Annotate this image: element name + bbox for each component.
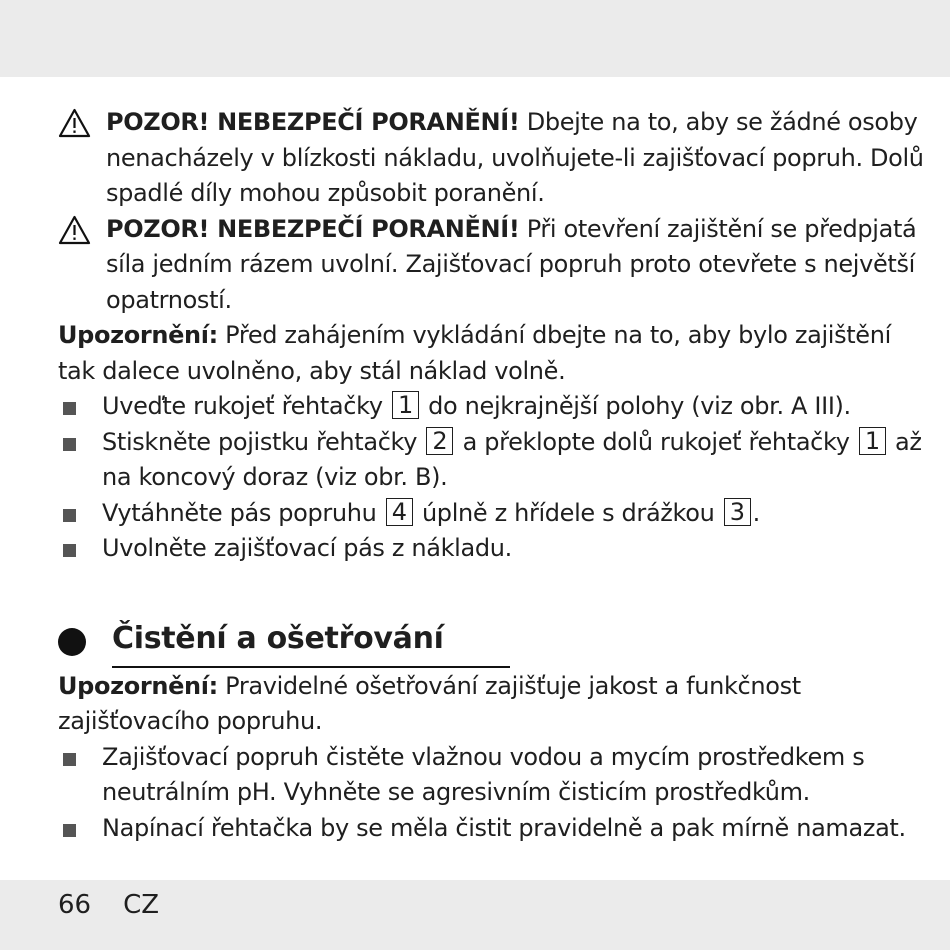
step-2: Stiskněte pojistku řehtačky 2 a překlopte dolů rukojeť řehtačky 1 až na koncový doraz (viz obr. B). [58, 425, 928, 496]
note-1 [58, 318, 928, 389]
page-content [58, 105, 928, 846]
step-4: Uvolněte zajišťovací pás z nákladu. [58, 531, 928, 567]
section-title: Čistění a ošetřování [112, 620, 444, 656]
note-2 [58, 669, 928, 740]
step-1: Uveďte rukojeť řehtačky 1 do nejkrajnější polohy (viz obr. A III). [58, 389, 928, 425]
note-1-text: Před zahájením vykládání dbejte na to, aby bylo zajištění tak dalece uvolněno, aby stál náklad volně. [58, 321, 891, 385]
section-title-underline [112, 666, 510, 668]
bullet-square-icon [63, 438, 76, 451]
warning-1 [58, 105, 928, 212]
step-3: Vytáhněte pás popruhu 4 úplně z hřídele s drážkou 3 . [58, 496, 928, 532]
bullet-square-icon [63, 509, 76, 522]
warning-1-text: Dbejte na to, aby se žádné osoby nenacházely v blízkosti nákladu, uvolňujete-li zajišťovací popruh. Dolů spadlé díly mohou způsobit poranění. [106, 108, 924, 207]
language-code: CZ [123, 890, 160, 920]
warning-2 [58, 212, 928, 319]
part-number-box: 3 [724, 498, 751, 526]
warning-1-heading: POZOR! NEBEZPEČÍ PORANĚNÍ! [106, 108, 520, 136]
bullet-square-icon [63, 753, 76, 766]
top-band [0, 0, 950, 77]
part-number-box: 4 [386, 498, 413, 526]
note-2-label: Upozornění: [58, 671, 218, 700]
care-item-2: Napínací řehtačka by se měla čistit pravidelně a pak mírně namazat. [58, 811, 928, 847]
care-item-1: Zajišťovací popruh čistěte vlažnou vodou a mycím prostředkem s neutrálním pH. Vyhněte se agresivním čisticím prostředkům. [58, 740, 928, 811]
part-number-box: 1 [859, 427, 886, 455]
section-heading [58, 617, 928, 665]
warning-2-heading: POZOR! NEBEZPEČÍ PORANĚNÍ! [106, 214, 520, 243]
warning-triangle-icon [58, 108, 91, 138]
note-2-text: Pravidelné ošetřování zajišťuje jakost a funkčnost zajišťovacího popruhu. [58, 671, 801, 735]
part-number-box: 1 [392, 391, 419, 419]
page-number: 66 [58, 890, 92, 920]
warning-triangle-icon [58, 215, 91, 245]
warning-2-text: Při otevření zajištění se předpjatá síla jedním rázem uvolní. Zajišťovací popruh proto otevřete s největší opatrností. [106, 214, 917, 314]
part-number-box: 2 [426, 427, 453, 455]
bullet-square-icon [63, 544, 76, 557]
section-bullet-dot-icon [58, 628, 86, 656]
bullet-square-icon [63, 824, 76, 837]
bullet-square-icon [63, 402, 76, 415]
note-1-label: Upozornění: [58, 321, 218, 349]
page-footer [58, 885, 159, 925]
